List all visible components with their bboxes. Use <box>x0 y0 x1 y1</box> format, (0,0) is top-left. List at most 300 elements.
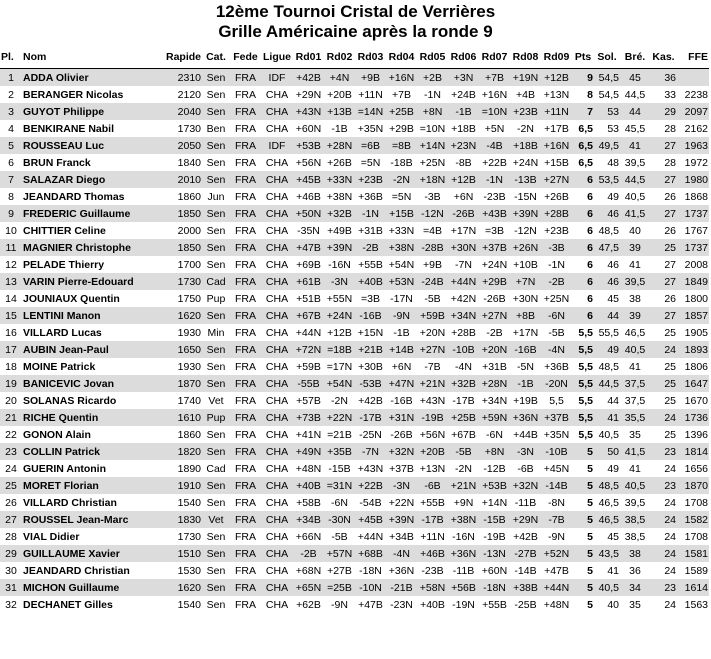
table-cell: 7 <box>0 171 22 188</box>
table-cell: 3 <box>0 103 22 120</box>
table-cell: Sen <box>206 258 226 271</box>
table-cell: 23 <box>0 443 22 460</box>
table-cell: =5N <box>391 190 412 203</box>
table-cell: +32B <box>448 375 479 392</box>
table-row <box>0 307 709 324</box>
table-cell: -5B <box>331 530 348 543</box>
table-cell: 1893 <box>677 341 709 358</box>
column-header: Rd06 <box>448 46 479 69</box>
table-cell: 46 <box>594 205 620 222</box>
table-cell: 41,5 <box>620 205 650 222</box>
table-cell: 2162 <box>684 122 708 135</box>
player-name: GONON Alain <box>23 428 91 441</box>
table-cell: 38,5 <box>624 530 646 543</box>
table-cell: -1B <box>510 375 541 392</box>
table-cell: +48N <box>543 598 570 611</box>
table-cell: +28N <box>324 137 355 154</box>
table-cell: +49B <box>327 224 352 237</box>
table-cell: -6N <box>331 496 348 509</box>
table-cell: +72N <box>293 341 324 358</box>
table-cell: CHA <box>261 171 293 188</box>
table-cell: +31B <box>358 224 383 237</box>
table-cell: CHA <box>261 307 293 324</box>
table-cell: +39N <box>324 239 355 256</box>
table-cell: -17B <box>355 409 386 426</box>
table-cell: 1830 <box>160 511 202 528</box>
table-cell: 1767 <box>684 224 708 237</box>
table-row <box>0 205 709 222</box>
table-cell: +23N <box>448 137 479 154</box>
column-header: Rd05 <box>417 46 448 69</box>
table-cell: +33N <box>324 171 355 188</box>
table-cell: +21N <box>417 375 448 392</box>
table-cell: Pup <box>202 409 230 426</box>
table-cell: =6B <box>355 137 386 154</box>
table-cell: 38 <box>620 545 650 562</box>
player-name: ROUSSEL Jean-Marc <box>22 511 160 528</box>
table-cell: +16N <box>481 88 508 101</box>
table-cell: 1620 <box>160 579 202 596</box>
player-name: LENTINI Manon <box>22 307 160 324</box>
table-row <box>0 409 709 426</box>
table-cell: +20N <box>479 341 510 358</box>
table-cell: +60N <box>295 122 322 135</box>
table-cell: +7B <box>479 69 510 87</box>
table-cell: Sen <box>202 375 230 392</box>
table-cell: +10B <box>513 258 538 271</box>
table-cell: 1740 <box>177 394 201 407</box>
table-cell: +46B <box>417 545 448 562</box>
table-cell: +22B <box>482 156 507 169</box>
player-name: PELADE Thierry <box>23 258 105 271</box>
table-cell: -12B <box>483 462 506 475</box>
table-cell: 40,5 <box>620 341 650 358</box>
table-cell: +34B <box>389 530 414 543</box>
table-cell: +14N <box>481 496 508 509</box>
table-cell: =3B <box>485 224 504 237</box>
table-cell: -2B <box>541 273 572 290</box>
table-cell: -7B <box>424 360 441 373</box>
table-cell: +56B <box>448 579 479 596</box>
player-name: BANICEVIC Jovan <box>22 375 160 392</box>
table-cell: =8B <box>386 137 417 154</box>
table-cell: 5,5 <box>572 341 594 358</box>
table-cell: Sen <box>206 530 226 543</box>
table-cell: 46,5 <box>594 511 620 528</box>
table-cell: +23B <box>510 103 541 120</box>
table-cell: +55B <box>358 258 383 271</box>
player-name: GUERIN Antonin <box>23 462 107 475</box>
table-cell: +68B <box>355 545 386 562</box>
table-cell: 39,5 <box>624 156 646 169</box>
table-cell: +59B <box>296 360 321 373</box>
table-cell: 1930 <box>177 360 201 373</box>
table-cell: 15 <box>0 307 22 324</box>
table-cell: 45 <box>607 292 619 305</box>
table-cell: +32B <box>324 205 355 222</box>
table-cell: FRA <box>235 394 256 407</box>
table-cell: 2008 <box>684 258 708 271</box>
table-cell: -11B <box>514 496 537 509</box>
table-cell: +38N <box>386 239 417 256</box>
table-cell: 5,5 <box>572 409 594 426</box>
table-cell: 26 <box>664 190 676 203</box>
table-cell: +31N <box>386 409 417 426</box>
table-cell: +24N <box>512 156 539 169</box>
table-cell: +29N <box>510 511 541 528</box>
grid-subtitle: Grille Américaine après la ronde 9 <box>218 22 493 41</box>
table-cell: 1647 <box>677 375 709 392</box>
table-cell: CHA <box>261 103 293 120</box>
player-name: RICHE Quentin <box>22 409 160 426</box>
table-cell: Sen <box>202 443 230 460</box>
table-cell: +36B <box>544 360 569 373</box>
table-cell: 6 <box>587 292 593 305</box>
table-cell: Sen <box>202 477 230 494</box>
table-cell: +37B <box>541 409 572 426</box>
column-header: Fede <box>230 46 261 69</box>
table-cell: 35 <box>629 598 641 611</box>
table-cell: -4N <box>455 360 472 373</box>
player-name: MAGNIER Christophe <box>22 239 160 256</box>
table-cell: +17N <box>512 326 539 339</box>
table-cell: 55,5 <box>598 326 619 339</box>
table-cell: -4N <box>386 545 417 562</box>
table-cell: 8 <box>587 88 593 101</box>
table-cell: =5N <box>360 156 381 169</box>
table-cell: 54,5 <box>598 88 619 101</box>
table-cell: IDF <box>261 69 293 87</box>
table-cell: -11B <box>452 564 475 577</box>
table-cell: 1730 <box>160 273 202 290</box>
table-cell: 41 <box>620 137 650 154</box>
table-cell: 5 <box>0 137 22 154</box>
table-cell: +53N <box>386 273 417 290</box>
table-cell: -13B <box>510 171 541 188</box>
table-cell: 38 <box>629 292 641 305</box>
table-cell: 1850 <box>160 205 202 222</box>
table-cell: +14N <box>417 137 448 154</box>
table-cell: FRA <box>235 88 256 101</box>
table-cell: 1806 <box>684 360 708 373</box>
table-cell: =14N <box>355 103 386 120</box>
table-cell: +35N <box>357 122 384 135</box>
table-cell: 26 <box>5 496 17 509</box>
table-cell: 1890 <box>177 462 201 475</box>
table-cell: +15N <box>357 326 384 339</box>
table-cell: 48,5 <box>598 360 619 373</box>
table-cell: 39,5 <box>624 496 646 509</box>
table-cell: FRA <box>230 341 261 358</box>
table-cell: 2050 <box>160 137 202 154</box>
table-cell: 40 <box>629 224 641 237</box>
table-cell: -30N <box>324 511 355 528</box>
table-cell: 6,5 <box>572 137 594 154</box>
table-cell: 44,5 <box>624 88 646 101</box>
table-cell: Sen <box>206 360 226 373</box>
table-cell: -15B <box>328 462 351 475</box>
table-cell: 35,5 <box>620 409 650 426</box>
column-header: Rd07 <box>479 46 510 69</box>
player-name: ADDA Olivier <box>22 69 160 87</box>
table-cell: 26 <box>664 292 676 305</box>
table-cell: +18B <box>451 122 476 135</box>
table-cell: 44 <box>607 394 619 407</box>
table-cell: +53B <box>479 477 510 494</box>
table-cell: 1737 <box>677 239 709 256</box>
table-cell: +44N <box>448 273 479 290</box>
table-cell: +29B <box>389 122 414 135</box>
table-cell: 40,5 <box>594 579 620 596</box>
table-cell: -53B <box>355 375 386 392</box>
table-cell: 27 <box>0 511 22 528</box>
table-cell: 41 <box>594 409 620 426</box>
table-cell: -3B <box>541 239 572 256</box>
table-cell: +9N <box>453 496 474 509</box>
table-cell: +51B <box>296 292 321 305</box>
table-cell: +6N <box>391 360 412 373</box>
table-cell: +40B <box>355 273 386 290</box>
table-row <box>0 188 709 205</box>
table-cell: 24 <box>650 545 677 562</box>
table-cell: =10N <box>479 103 510 120</box>
table-cell: 1857 <box>677 307 709 324</box>
table-cell: 1730 <box>177 530 201 543</box>
table-cell: FRA <box>235 190 256 203</box>
table-cell: -25B <box>514 598 537 611</box>
table-cell: 50 <box>594 443 620 460</box>
table-cell: IDF <box>261 137 293 154</box>
table-row <box>0 239 709 256</box>
table-row <box>0 256 709 273</box>
table-cell: -14B <box>541 477 572 494</box>
table-cell: 1910 <box>160 477 202 494</box>
table-cell: Ben <box>206 122 226 135</box>
table-cell: 24 <box>5 462 17 475</box>
table-cell: Cad <box>202 273 230 290</box>
table-cell: Sen <box>202 239 230 256</box>
table-cell: -4N <box>541 341 572 358</box>
table-cell: 44,5 <box>594 375 620 392</box>
table-cell: FRA <box>230 103 261 120</box>
table-cell: +27N <box>417 341 448 358</box>
table-cell: 1736 <box>677 409 709 426</box>
table-cell: +47B <box>358 598 383 611</box>
table-cell: 36 <box>650 69 677 87</box>
table-cell: +4B <box>516 88 535 101</box>
table-cell: 1650 <box>160 341 202 358</box>
table-cell: +34N <box>448 307 479 324</box>
table-cell: 18 <box>5 360 17 373</box>
table-row <box>0 596 709 613</box>
table-cell: 1540 <box>177 598 201 611</box>
table-cell: 33 <box>664 88 676 101</box>
table-cell: -5B <box>424 292 441 305</box>
player-name: CHITTIER Celine <box>23 224 106 237</box>
table-cell: 35 <box>629 428 641 441</box>
table-cell: 6 <box>572 239 594 256</box>
table-cell: 40,5 <box>624 190 646 203</box>
table-cell: 1870 <box>160 375 202 392</box>
table-cell: 39 <box>620 239 650 256</box>
table-row <box>0 562 709 579</box>
tournament-title: 12ème Tournoi Cristal de Verrières <box>215 2 496 21</box>
table-cell: 27 <box>650 137 677 154</box>
table-row <box>0 477 709 494</box>
table-cell: +9B <box>355 69 386 87</box>
table-cell: -10N <box>355 579 386 596</box>
table-cell: 28 <box>5 530 17 543</box>
table-cell: +25N <box>543 292 570 305</box>
table-cell: -26B <box>448 205 479 222</box>
table-cell: 39 <box>620 307 650 324</box>
table-cell: Sen <box>206 156 226 169</box>
table-cell: 2310 <box>160 69 202 87</box>
table-row <box>0 324 709 341</box>
table-cell: 49 <box>607 190 619 203</box>
table-cell: 25 <box>650 375 677 392</box>
table-cell: +17N <box>450 224 477 237</box>
table-cell: -23B <box>421 564 444 577</box>
table-cell: 36 <box>629 564 641 577</box>
table-cell: 25 <box>0 477 22 494</box>
table-cell: CHA <box>261 511 293 528</box>
table-cell: FRA <box>230 545 261 562</box>
table-cell: Sen <box>202 171 230 188</box>
table-cell: 37,5 <box>624 394 646 407</box>
table-cell: -9N <box>386 307 417 324</box>
table-cell: 41,5 <box>620 443 650 460</box>
player-name: JOUNIAUX Quentin <box>23 292 120 305</box>
table-cell: -14B <box>514 564 537 577</box>
table-cell: +28N <box>479 375 510 392</box>
table-cell: +11N <box>541 103 572 120</box>
player-name: JEANDARD Thomas <box>23 190 125 203</box>
table-cell: 13 <box>0 273 22 290</box>
table-cell: +24N <box>324 307 355 324</box>
table-cell: 6 <box>572 273 594 290</box>
table-cell: 1820 <box>160 443 202 460</box>
table-cell: FRA <box>230 409 261 426</box>
table-cell: -17N <box>390 292 413 305</box>
table-cell: +24N <box>481 258 508 271</box>
table-cell: FRA <box>230 443 261 460</box>
table-cell: +21N <box>448 477 479 494</box>
table-cell: 1737 <box>677 205 709 222</box>
table-cell: -18N <box>359 564 382 577</box>
table-cell: 1860 <box>177 428 201 441</box>
table-cell: CHA <box>265 530 289 543</box>
table-cell: +35N <box>543 428 570 441</box>
table-cell: 40 <box>607 598 619 611</box>
table-cell: 53,5 <box>594 171 620 188</box>
table-cell: +23B <box>355 171 386 188</box>
table-cell: CHA <box>261 443 293 460</box>
table-cell: 5 <box>572 511 594 528</box>
table-cell: +14B <box>386 341 417 358</box>
table-cell: +54N <box>388 258 415 271</box>
table-cell: 20 <box>5 394 17 407</box>
player-name: DECHANET Gilles <box>23 598 113 611</box>
table-cell: 6 <box>587 258 593 271</box>
table-row <box>0 358 709 375</box>
table-cell: +68N <box>295 564 322 577</box>
table-cell: 2120 <box>177 88 201 101</box>
table-cell: 45 <box>620 69 650 87</box>
table-cell: CHA <box>265 224 289 237</box>
table-cell: 1610 <box>160 409 202 426</box>
player-name: SALAZAR Diego <box>22 171 160 188</box>
table-cell: +36N <box>510 409 541 426</box>
column-header: Rapide <box>160 46 202 69</box>
table-row <box>0 137 709 154</box>
table-cell: +8N <box>417 103 448 120</box>
table-cell: 27 <box>664 258 676 271</box>
table-cell: 5,5 <box>578 428 593 441</box>
table-cell: +36N <box>448 545 479 562</box>
table-cell: Vet <box>208 394 224 407</box>
table-cell: -19B <box>417 409 448 426</box>
table-cell: 24 <box>664 530 676 543</box>
table-cell: Sen <box>202 545 230 562</box>
table-cell: =4B <box>423 224 442 237</box>
table-cell: +36B <box>358 190 383 203</box>
table-cell: 1670 <box>684 394 708 407</box>
table-cell: -4B <box>479 137 510 154</box>
table-cell: =3B <box>361 292 380 305</box>
table-cell: +19B <box>513 394 538 407</box>
table-cell: 47,5 <box>594 239 620 256</box>
table-cell: FRA <box>235 564 256 577</box>
table-cell: FRA <box>230 205 261 222</box>
table-cell: 1581 <box>677 545 709 562</box>
table-cell: -2N <box>517 122 534 135</box>
table-row <box>0 579 709 596</box>
table-cell: +39N <box>510 205 541 222</box>
table-cell: +23B <box>544 224 569 237</box>
table-cell: 44,5 <box>620 171 650 188</box>
table-cell: Sen <box>206 428 226 441</box>
table-cell: 37,5 <box>620 375 650 392</box>
table-cell: 1510 <box>160 545 202 562</box>
table-cell: 1905 <box>684 326 708 339</box>
table-cell: CHA <box>265 292 289 305</box>
table-cell: +67B <box>293 307 324 324</box>
table-cell: -1N <box>548 258 565 271</box>
table-row <box>0 120 709 137</box>
table-cell: +25B <box>448 409 479 426</box>
table-cell: +22N <box>388 496 415 509</box>
table-cell: +34N <box>481 394 508 407</box>
table-cell: +44N <box>357 530 384 543</box>
table-cell: +45B <box>355 511 386 528</box>
table-cell: FRA <box>235 530 256 543</box>
table-cell: 5,5 <box>549 394 564 407</box>
table-cell: FRA <box>230 171 261 188</box>
table-cell: +47N <box>386 375 417 392</box>
table-cell: Sen <box>202 307 230 324</box>
table-cell: +22N <box>324 409 355 426</box>
column-header: Pts <box>572 46 594 69</box>
table-cell: CHA <box>265 598 289 611</box>
table-cell: 44 <box>594 307 620 324</box>
table-cell: 24 <box>650 341 677 358</box>
table-cell: 22 <box>5 428 17 441</box>
player-name: BRUN Franck <box>23 156 91 169</box>
player-name: VIAL Didier <box>23 530 80 543</box>
table-cell: FRA <box>235 292 256 305</box>
table-cell: CHA <box>261 409 293 426</box>
